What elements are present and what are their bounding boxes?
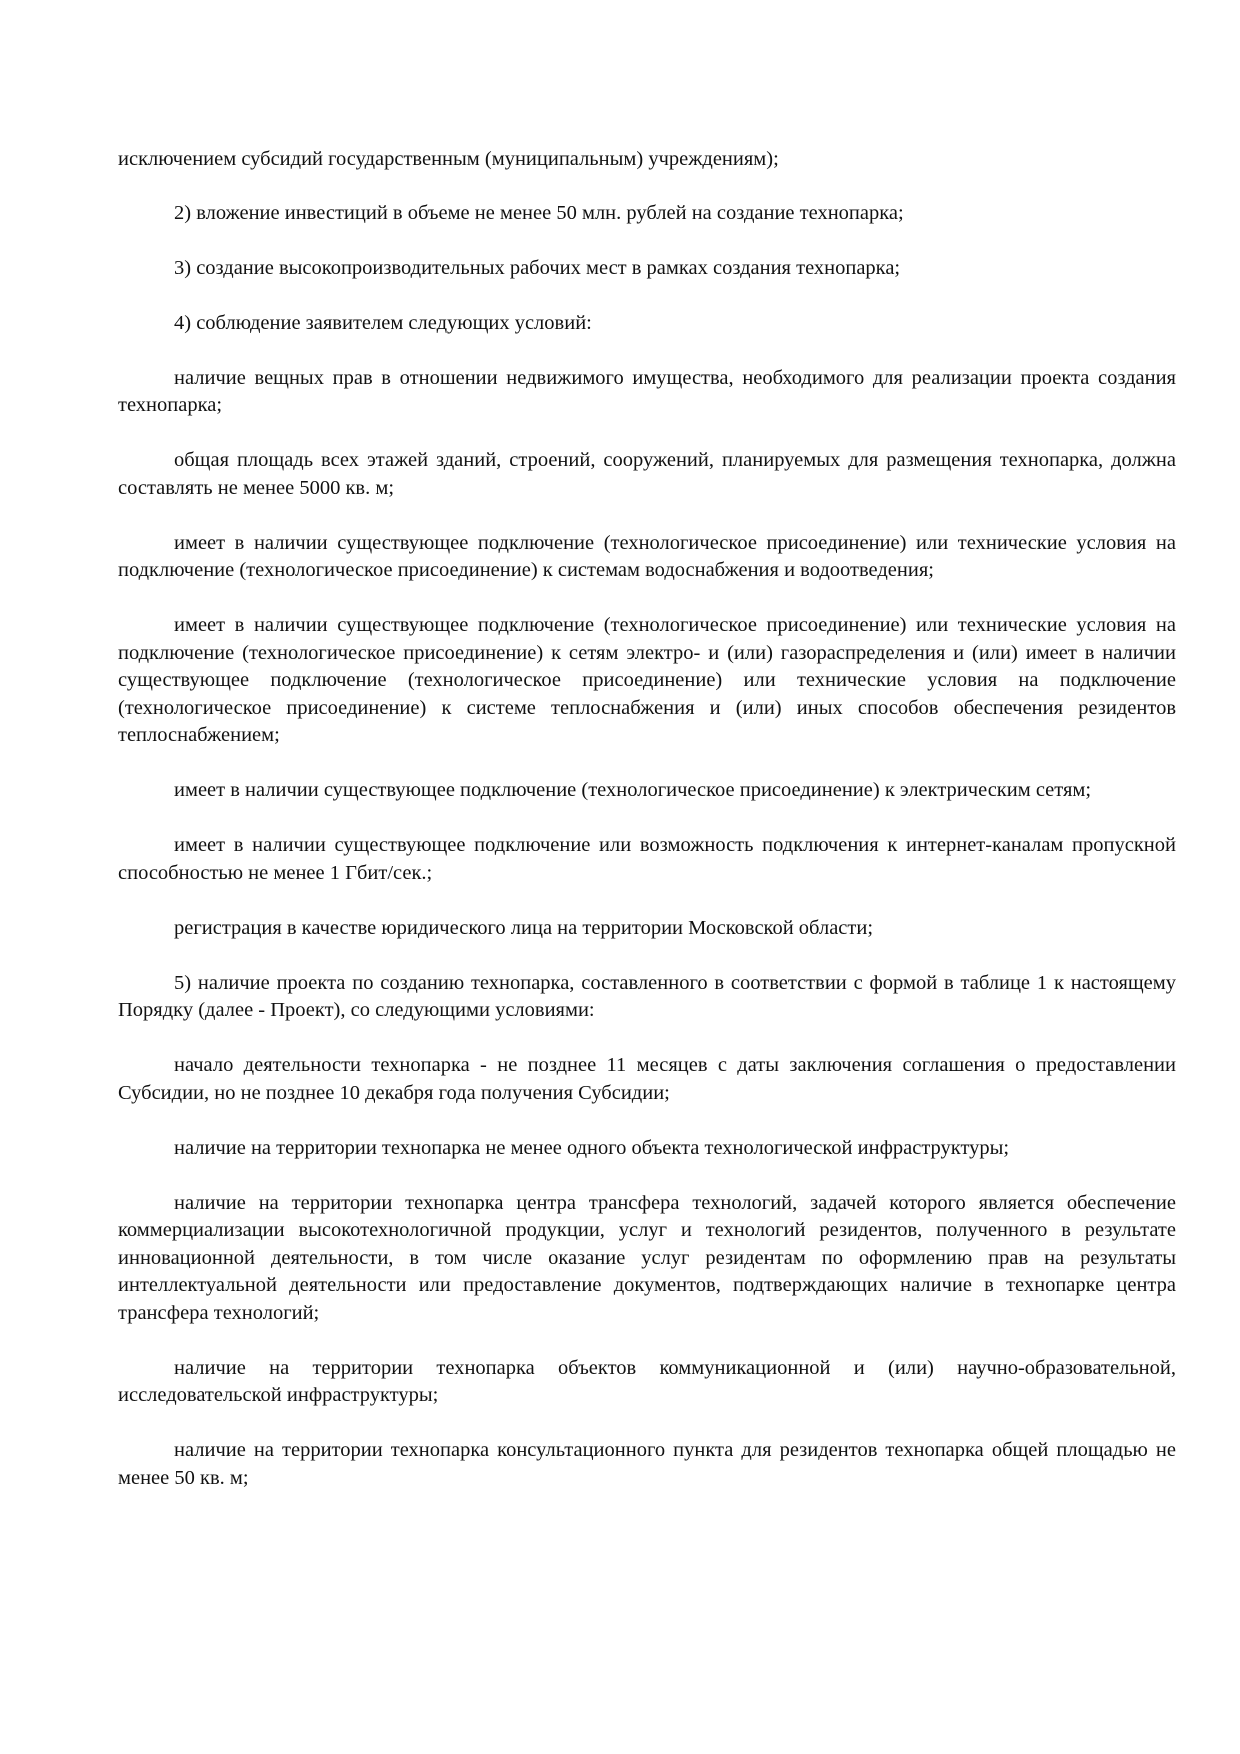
paragraph-start-of-activity: начало деятельности технопарка - не позднее 11 месяцев с даты заключения соглашения о предоставлении Субсидии, но не позднее 10 декабря года получения Субсидии;	[118, 1054, 1176, 1104]
paragraph-tech-infrastructure: наличие на территории технопарка не менее одного объекта технологической инфраструктуры;	[174, 1136, 1010, 1159]
paragraph-item-3: 3) создание высокопроизводительных рабочих мест в рамках создания технопарка;	[174, 256, 901, 279]
paragraph-gas-heat-supply: имеет в наличии существующее подключение (технологическое присоединение) или технические условия на подключение (технологическое присоединение) к сетям электро- и (или) газораспределения и (или) имеет в наличии существующее подключение (технологическое присоединение) или технические условия на подключение (технологическое присоединение) к системе теплоснабжения и (или) иных способов обеспечения резидентов теплоснабжением;	[118, 614, 1176, 746]
paragraph-continuation: исключением субсидий государственным (муниципальным) учреждениям);	[118, 148, 779, 170]
paragraph-item-4: 4) соблюдение заявителем следующих условий:	[174, 311, 592, 334]
paragraph-transfer-center: наличие на территории технопарка центра трансфера технологий, задачей которого является обеспечение коммерциализации высокотехнологичной продукции, услуг и технологий резидентов, полученного в результате инновационной деятельности, в том числе оказание услуг резидентам по оформлению прав на результаты интеллектуальной деятельности или предоставление документов, подтверждающих наличие в технопарке центра трансфера технологий;	[118, 1191, 1176, 1324]
paragraph-floor-area: общая площадь всех этажей зданий, строений, сооружений, планируемых для размещения технопарка, должна составлять не менее 5000 кв. м;	[118, 449, 1176, 499]
paragraph-property-rights: наличие вещных прав в отношении недвижимого имущества, необходимого для реализации проекта создания технопарка;	[118, 366, 1176, 416]
paragraph-internet: имеет в наличии существующее подключение или возможность подключения к интернет-каналам пропускной способностью не менее 1 Гбит/сек.;	[118, 834, 1176, 884]
paragraph-water-supply: имеет в наличии существующее подключение (технологическое присоединение) или технические условия на подключение (технологическое присоединение) к системам водоснабжения и водоотведения;	[118, 531, 1176, 581]
paragraph-consulting-point: наличие на территории технопарка консультационного пункта для резидентов технопарка общей площадью не менее 50 кв. м;	[118, 1439, 1176, 1489]
paragraph-communication-infrastructure: наличие на территории технопарка объектов коммуникационной и (или) научно-образовательной, исследовательской инфраструктуры;	[118, 1356, 1176, 1406]
paragraph-item-5: 5) наличие проекта по созданию технопарка, составленного в соответствии с формой в таблице 1 к настоящему Порядку (далее - Проект), со следующими условиями:	[118, 971, 1176, 1021]
paragraph-electric-networks: имеет в наличии существующее подключение (технологическое присоединение) к электрическим сетям;	[174, 779, 1092, 801]
paragraph-registration: регистрация в качестве юридического лица на территории Московской области;	[174, 916, 874, 939]
paragraph-item-2: 2) вложение инвестиций в объеме не менее 50 млн. рублей на создание технопарка;	[174, 201, 904, 224]
document-body	[118, 146, 1176, 1520]
